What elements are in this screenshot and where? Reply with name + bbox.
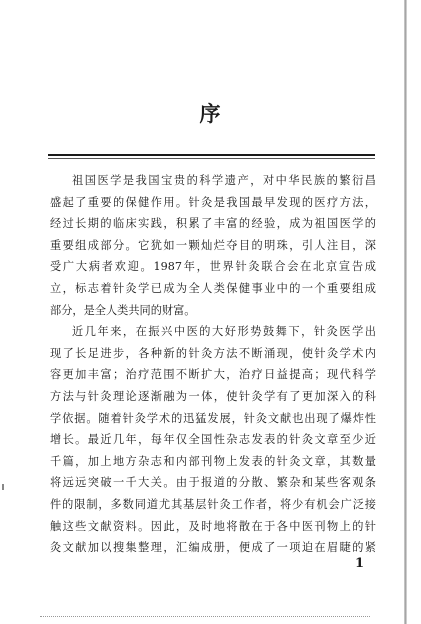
text-line: 件的限制，多数同道尤其基层针灸工作者，将少有机会广泛接: [50, 497, 376, 511]
text-line: 受广大病者欢迎。1987年，世界针灸联合会在北京宣告成: [50, 260, 376, 274]
text-line: 部分，是全人类共同的财富。: [50, 303, 196, 317]
title-rule-thin: [48, 158, 375, 159]
text-line: 灸文献加以搜集整理，汇编成册，便成了一项迫在眉睫的紧: [50, 541, 376, 555]
text-line: 近几年来，在振兴中医的大好形势鼓舞下，针灸医学出: [72, 325, 376, 339]
text-line: 祖国医学是我国宝贵的科学遗产，对中华民族的繁衍昌: [72, 174, 376, 187]
text-line: 学依据。随着针灸学术的迅猛发展，针灸文献也出现了爆炸性: [50, 411, 376, 425]
text-line: 方法与针灸理论逐渐融为一体，使针灸学有了更加深入的科: [50, 389, 376, 403]
text-line: 容更加丰富；治疗范围不断扩大，治疗日益提高；现代科学: [50, 368, 376, 382]
text-line: 千篇，加上地方杂志和内部刊物上发表的针灸文章，其数量: [50, 454, 376, 468]
text-line: 触这些文献资料。因此，及时地将散在于各中医刊物上的针: [50, 519, 376, 533]
preface-body: [50, 170, 376, 580]
text-line: 盛起了重要的保健作用。针灸是我国最早发现的医疗方法，: [50, 195, 376, 209]
text-line: 增长。最近几年，每年仅全国性杂志发表的针灸文章至少近: [50, 433, 376, 447]
page-number: 1: [355, 556, 365, 571]
title-rule-thick: [48, 154, 375, 156]
text-line: [50, 559, 376, 581]
page-title: 序: [199, 101, 221, 126]
paragraph-2: [50, 321, 376, 580]
text-line: 将远远突破一千大关。由于报道的分散、繁杂和某些客观条: [50, 476, 376, 490]
text-line: 经过长期的临床实践，积累了丰富的经验，成为祖国医学的: [50, 217, 376, 231]
scan-edge-mark: [2, 484, 4, 490]
scan-bottom-artifact: [40, 616, 370, 619]
page-spine-edge: [404, 0, 407, 624]
text-line: 立，标志着针灸学已成为全人类保健事业中的一个重要组成: [50, 281, 376, 295]
text-line: 重要组成部分。它犹如一颗灿烂夺目的明珠，引人注目，深: [50, 238, 376, 252]
text-line: 现了长足进步，各种新的针灸方法不断涌现，使针灸学术内: [50, 346, 376, 360]
paragraph-1: [50, 170, 376, 321]
